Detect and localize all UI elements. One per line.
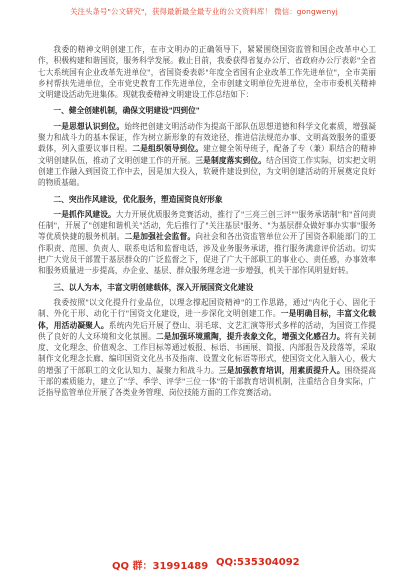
lead-phrase: 二是组织领导到位。 [132, 144, 204, 154]
section-2-paragraph [38, 209, 376, 277]
qq-contact-number: QQ:535304092 [216, 557, 300, 568]
section-1-heading: 一、健全创建机制，确保文明建设"四到位" [53, 106, 200, 116]
body-text: 我委按照"以文化提升行业品位，以理念撑起国资精神"的工作思路，通过"内化于心、固化于制、外化于形、动化于行"国资文化建设，进一步深化文明创建工作。 [38, 297, 376, 319]
body-text: 向社会和各出资监管单位公开了国资各职能部门的工作职责、范围、负责人、联系电话和监督电话，涉及业务服务承诺，推行服务满意评价活动。切实把广大党员干部置于基层群众的广泛监督之下，促进了广大干部职工的事业心、责任感，办事效率和服务质量进一步提高，办企业、基层、群众服务理念进一步增强，机关干部作风明显好转。 [38, 232, 376, 276]
lead-phrase: 二是加强社会监督。 [124, 232, 196, 242]
lead-phrase: 一是思想认识到位。 [53, 121, 125, 131]
lead-phrase: 一是抓作风建设。 [53, 209, 116, 219]
body-text: 将有关制度、文化理念、价值观念、工作目标等通过板报、标语、书画展、简报、内部报告及段落等，采取制作文化理念长廊、编印国资文化丛书及指南、设置文化标语等形式，使国资文化入脑入心，极大的增强了干部职工的文化认知力、凝聚力和战斗力。 [38, 331, 376, 375]
body-text: 始终把创建文明活动作为提高干部队伍思想道德和科学文化素质，增强凝聚力和战斗力的基本保证，作为树立新形象的有效途径，推进信法规范办事、文明高效服务的重要载体，列入重要议事日程。 [38, 121, 376, 154]
section-3-heading: 三、以人为本，丰富文明创建载体，深入开展国资文化建设 [53, 282, 254, 292]
section-2-heading: 二、突出作风建设，优化服务，塑造国资良好形象 [53, 194, 223, 204]
qq-group-number: QQ 群：31991489 [112, 561, 209, 572]
body-text: 围绕提高干部的素质能力，建立了"学、季学、评学"三位一体"的干部教育培训机制，注重结合自身实际，广泛指导监管单位开展了各类业务管理、岗位技能方面的工作竞赛活动。 [38, 365, 376, 398]
lead-phrase: 三是加强教育培训，用素质提升人。 [218, 365, 345, 375]
document-body [38, 44, 376, 399]
body-text: 建立健全领导班子，配备了专（兼）职结合的精神文明创建队伍，推动了文明创建工作的开展。 [38, 144, 376, 165]
section-3-paragraph [38, 297, 376, 399]
body-text: 系统内先后开展了登山、羽毛球、文艺汇演等形式多样的活动，为国资工作提供了良好的人文环境和文化氛围。 [38, 320, 376, 341]
body-text: 结合国资工作实际，切实把文明创建工作融入到国资工作中去，因是加大投入，软硬件建设到位，为文明创建活动的开展奠定良好的物质基础。 [38, 155, 376, 188]
intro-paragraph: 我委的精神文明创建工作，在市文明办的正确领导下，紧紧围绕国资监管和国企改革中心工作，积极构建和谐国资，服务科学发展。截止目前，我委获得省复办公厅、省政府办公厅表彰"全省七大系统国有企业改革先进单位"，省国资委表彰"年度全省国有企业改革工作先进单位"，全市美丽乡村帮扶先进单位，全市党史教育工作先进单位，全市创建文明单位先进单位，全市市委机关精神文明建设活动先进集体。现就我委精神文明建设工作总结如下： [38, 45, 376, 100]
body-text: 大力开展优质服务竞赛活动，推行了"三亮三创三评""服务承诺制"和"首问责任制"，开展了"创建和谐机关"活动，先后推行了"关注基层"服务、"为基层群众做好事办实事"服务等优质快捷的服务机制。 [38, 209, 376, 242]
lead-phrase: 一是明确目标，丰富文化载体，用活动凝聚人。 [38, 309, 376, 330]
section-1-paragraph [38, 121, 376, 189]
promo-banner: 关注头条号"公文研究"，获得最新最全最专业的公文资料库！ 微信：gongwenyj [70, 7, 338, 16]
lead-phrase: 三是制度落实到位。 [195, 155, 267, 165]
lead-phrase: 二是加强环境熏陶，提升表象文化，增强文化感召力。 [155, 331, 345, 341]
